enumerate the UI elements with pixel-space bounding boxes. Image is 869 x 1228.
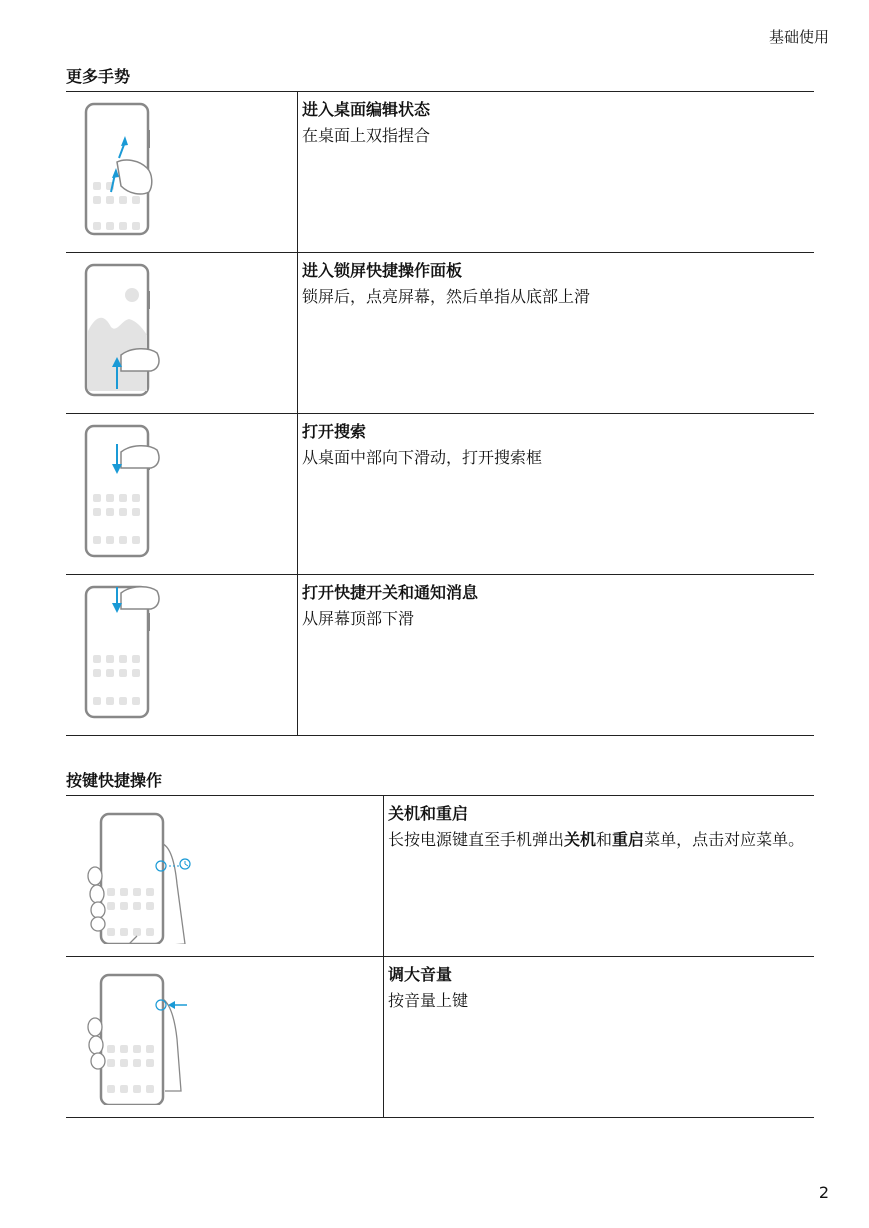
gesture-description: 锁屏后，点亮屏幕，然后单指从底部上滑 — [302, 287, 591, 306]
text-cell — [384, 796, 815, 957]
table-row — [66, 957, 814, 1118]
illustration-cell — [66, 796, 384, 957]
table-row — [66, 414, 814, 575]
desc-bold-restart: 重启 — [612, 830, 645, 849]
keys-table — [66, 795, 814, 1118]
swipe-down-top-icon — [81, 583, 191, 723]
gesture-title: 进入锁屏快捷操作面板 — [302, 261, 463, 280]
desc-text: 长按电源键直至手机弹出 — [388, 830, 565, 849]
illustration-cell — [66, 414, 298, 575]
gesture-description: 从桌面中部向下滑动，打开搜索框 — [302, 448, 543, 467]
desc-bold-shutdown: 关机 — [564, 830, 597, 849]
text-cell — [298, 253, 815, 414]
power-button-press-icon — [81, 804, 211, 944]
key-action-description — [388, 826, 810, 854]
volume-up-press-icon — [81, 965, 211, 1105]
gesture-title: 进入桌面编辑状态 — [302, 100, 431, 119]
gestures-table — [66, 91, 814, 736]
key-action-title: 关机和重启 — [388, 804, 469, 823]
section-title-gestures: 更多手势 — [66, 67, 131, 86]
chapter-header: 基础使用 — [768, 28, 829, 46]
illustration-cell — [66, 92, 298, 253]
gesture-title: 打开搜索 — [302, 422, 367, 441]
swipe-up-lockscreen-icon — [81, 261, 191, 401]
page-number: 2 — [818, 1183, 829, 1202]
table-row — [66, 575, 814, 736]
key-action-title: 调大音量 — [388, 965, 453, 984]
illustration-cell — [66, 253, 298, 414]
desc-text: 菜单，点击对应菜单。 — [644, 830, 805, 849]
swipe-down-middle-icon — [81, 422, 191, 562]
pinch-gesture-icon — [81, 100, 191, 240]
gesture-description: 在桌面上双指捏合 — [302, 126, 431, 145]
desc-text: 和 — [596, 830, 613, 849]
key-action-description: 按音量上键 — [388, 991, 469, 1010]
table-row — [66, 92, 814, 253]
table-row — [66, 796, 814, 957]
illustration-cell — [66, 957, 384, 1118]
illustration-cell — [66, 575, 298, 736]
text-cell — [384, 957, 815, 1118]
text-cell — [298, 92, 815, 253]
gesture-title: 打开快捷开关和通知消息 — [302, 583, 479, 602]
section-title-keys: 按键快捷操作 — [66, 771, 163, 790]
text-cell — [298, 414, 815, 575]
text-cell — [298, 575, 815, 736]
gesture-description: 从屏幕顶部下滑 — [302, 609, 415, 628]
table-row — [66, 253, 814, 414]
